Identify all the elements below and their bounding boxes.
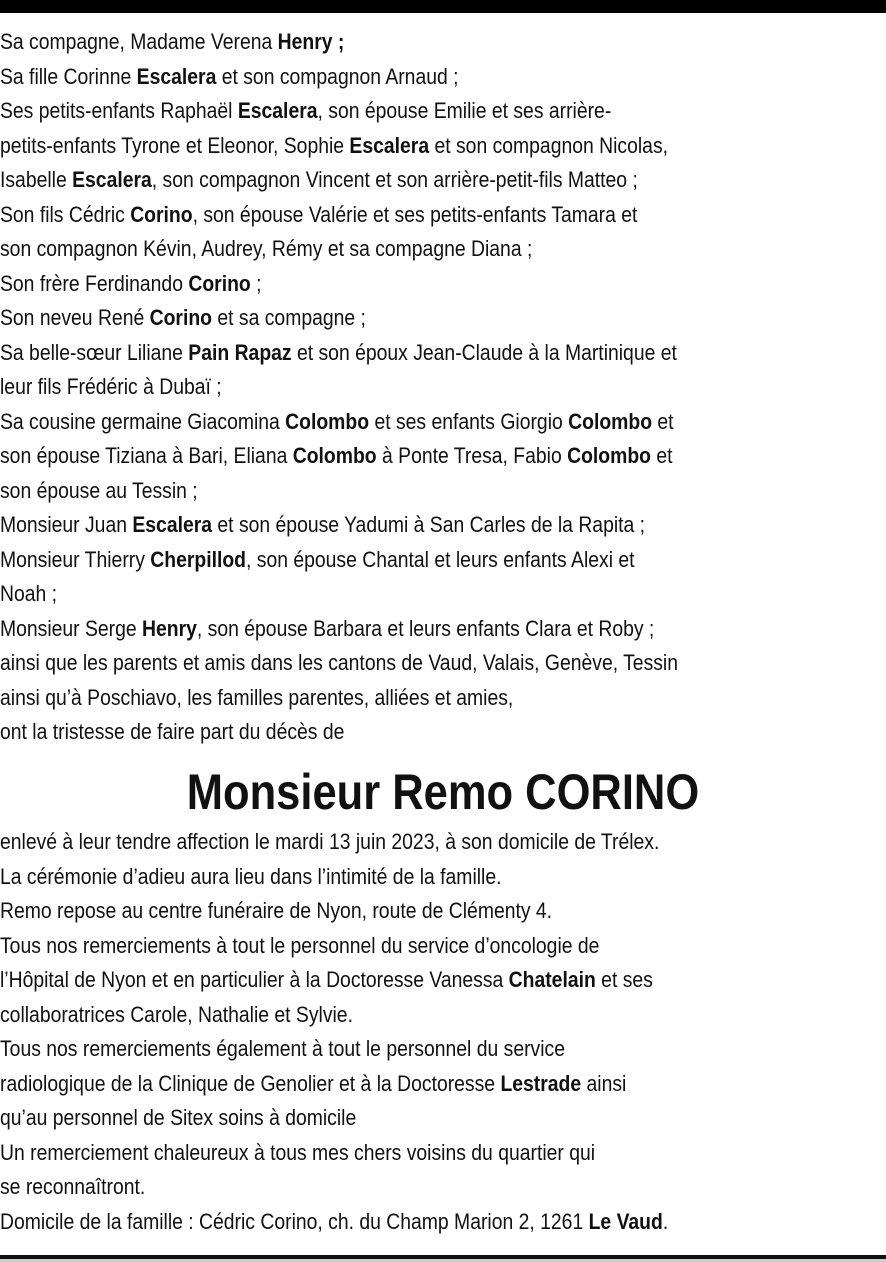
text-line: Sa compagne, Madame Verena Henry ;: [0, 29, 345, 54]
text-line: son épouse au Tessin ;: [0, 477, 198, 503]
text-line: Son fils Cédric Corino, son épouse Valérie et ses petits-enfants Tamara et: [0, 201, 638, 227]
text-line: Sa cousine germaine Giacomina Colombo et ses enfants Giorgio Colombo et: [0, 408, 674, 434]
text-line: Ses petits-enfants Raphaël Escalera, son épouse Emilie et ses arrière-: [0, 98, 612, 123]
top-border: [0, 0, 886, 13]
text-line: La cérémonie d’adieu aura lieu dans l’intimité de la famille.: [0, 863, 502, 889]
text-line: ont la tristesse de faire part du décès de: [0, 719, 345, 744]
text-line: Sa belle-sœur Liliane Pain Rapaz et son époux Jean-Claude à la Martinique et: [0, 339, 677, 365]
text-line: se reconnaîtront.: [0, 1174, 146, 1199]
text-line: leur fils Frédéric à Dubaï ;: [0, 374, 222, 399]
text-line: Noah ;: [0, 581, 58, 606]
text-line: son épouse Tiziana à Bari, Eliana Colombo à Ponte Tresa, Fabio Colombo et: [0, 443, 673, 468]
text-line: Son frère Ferdinando Corino ;: [0, 270, 262, 296]
text-line: Monsieur Serge Henry, son épouse Barbara et leurs enfants Clara et Roby ;: [0, 615, 655, 641]
announcement-details: [0, 825, 780, 1239]
text-line: Tous nos remerciements à tout le personnel du service d’oncologie de: [0, 932, 600, 958]
text-line: son compagnon Kévin, Audrey, Rémy et sa compagne Diana ;: [0, 236, 533, 261]
text-line: Son neveu René Corino et sa compagne ;: [0, 305, 366, 330]
text-line: Remo repose au centre funéraire de Nyon, route de Clémenty 4.: [0, 898, 553, 923]
text-line: ainsi que les parents et amis dans les cantons de Vaud, Valais, Genève, Tessin: [0, 650, 678, 675]
text-line: petits-enfants Tyrone et Eleonor, Sophie Escalera et son compagnon Nicolas,: [0, 132, 669, 158]
text-line: ainsi qu’à Poschiavo, les familles parentes, alliées et amies,: [0, 684, 514, 710]
text-line: radiologique de la Clinique de Genolier et à la Doctoresse Lestrade ainsi: [0, 1070, 627, 1096]
text-line: qu’au personnel de Sitex soins à domicile: [0, 1105, 357, 1130]
text-line: enlevé à leur tendre affection le mardi 13 juin 2023, à son domicile de Trélex.: [0, 829, 660, 854]
text-line: collaboratrices Carole, Nathalie et Sylvie.: [0, 1001, 353, 1027]
text-line: Monsieur Juan Escalera et son épouse Yadumi à San Carles de la Rapita ;: [0, 512, 646, 537]
text-line: Tous nos remerciements également à tout le personnel du service: [0, 1036, 565, 1061]
text-line: Monsieur Thierry Cherpillod, son épouse Chantal et leurs enfants Alexi et: [0, 546, 635, 572]
text-line: Sa fille Corinne Escalera et son compagnon Arnaud ;: [0, 63, 459, 89]
text-line: Un remerciement chaleureux à tous mes chers voisins du quartier qui: [0, 1139, 596, 1165]
text-line: Isabelle Escalera, son compagnon Vincent et son arrière-petit-fils Matteo ;: [0, 167, 638, 192]
family-address-line: Domicile de la famille : Cédric Corino, ch. du Champ Marion 2, 1261 Le Vaud.: [0, 1208, 669, 1234]
family-list: [0, 25, 780, 750]
text-line: l’Hôpital de Nyon et en particulier à la Doctoresse Vanessa Chatelain et ses: [0, 967, 653, 992]
deceased-name-heading: Monsieur Remo CORINO: [186, 764, 700, 820]
